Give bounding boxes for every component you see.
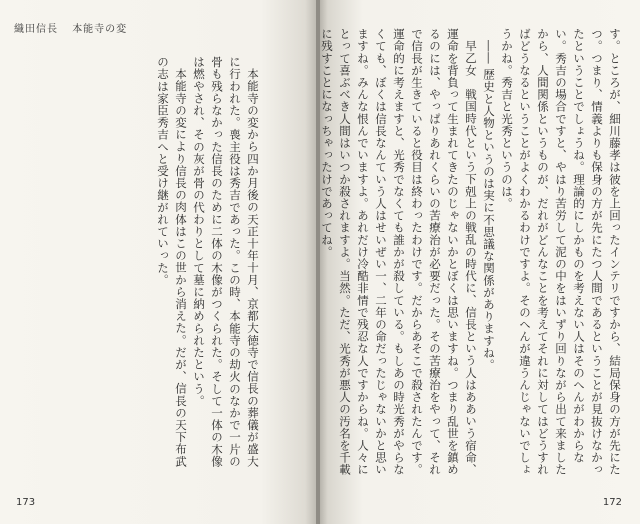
running-head (14, 20, 137, 35)
left-page (0, 0, 318, 524)
paragraph: 本能寺の変から四か月後の天正十年十月、京都大徳寺で信長の葬儀が盛大に行われた。喪主役は秀吉であった。この時、本能寺の劫火のなかで一片の骨も残らなかった信長のために二体の木像がつくられた。そして一体の木像は燃やされ、その灰が骨の代わりとして墓に納められたという。 (192, 56, 260, 468)
book-gutter (316, 0, 320, 524)
speaker-answer: 早乙女 戦国時代という下剋上の戦乱の時代に、信長という人はああいう宿命、運命を背負って生まれてきたのじゃないかとぼくは思いますね。つまり乱世を鎮めるのには、やっぱりあれくらいの苦療治が必要だった。その苦療治をやって、それで信長が生きていると役目は終わったわけです。だからあそこで殺されたんです。運命的に考えますと、光秀でなくても誰かが殺している。もしあの時光秀がやらなくても、ぼくは信長なんていう人はせいぜい一、二年の命だったじゃないかと思いますね。みんな恨んでいますよ。あれだけ冷酷非情で残忍な人ですからね。人々にとって喜ぶべき人間はいつか殺されますよ。当然。ただ、光秀が悪人の汚名を千載に残すことになっちゃったけであってね。 (320, 28, 478, 476)
right-page-body (318, 28, 624, 476)
paragraph: 本能寺の変により信長の肉体はこの世から消えた。だが、信長の天下布武の志は家臣秀吉へと受け継がれていった。 (156, 56, 188, 467)
page-number-right: 172 (602, 497, 622, 508)
interviewer-question: ―― 歴史と人物というのは実に不思議な関係がありますね。 (482, 39, 496, 371)
left-page-body (154, 56, 262, 476)
right-page (318, 0, 640, 524)
page-number-left: 173 (16, 497, 36, 508)
running-head-section: 本能寺の変 (72, 24, 128, 35)
running-head-author: 織田信長 (14, 24, 58, 35)
paragraph: す。ところが、細川藤孝は彼を上回ったインテリですから、結局保身の方が先にたつ。つまり、情義よりも保身の方が先にたつ人間であるということが見抜けなかったということでしょうね。理論的にしかものを考えない人はそのへんがわからない。秀吉の場合ですと、やはり苦労して泥の中をはいずり回りながら出て来ましたから、人間関係というものが、だれがどんなことを考えてそれに対してはどうすればどうなるということがよくわかるわけですよ。そのへんが違うんじゃないでしょうかね。秀吉と光秀というのは。 (500, 28, 622, 476)
